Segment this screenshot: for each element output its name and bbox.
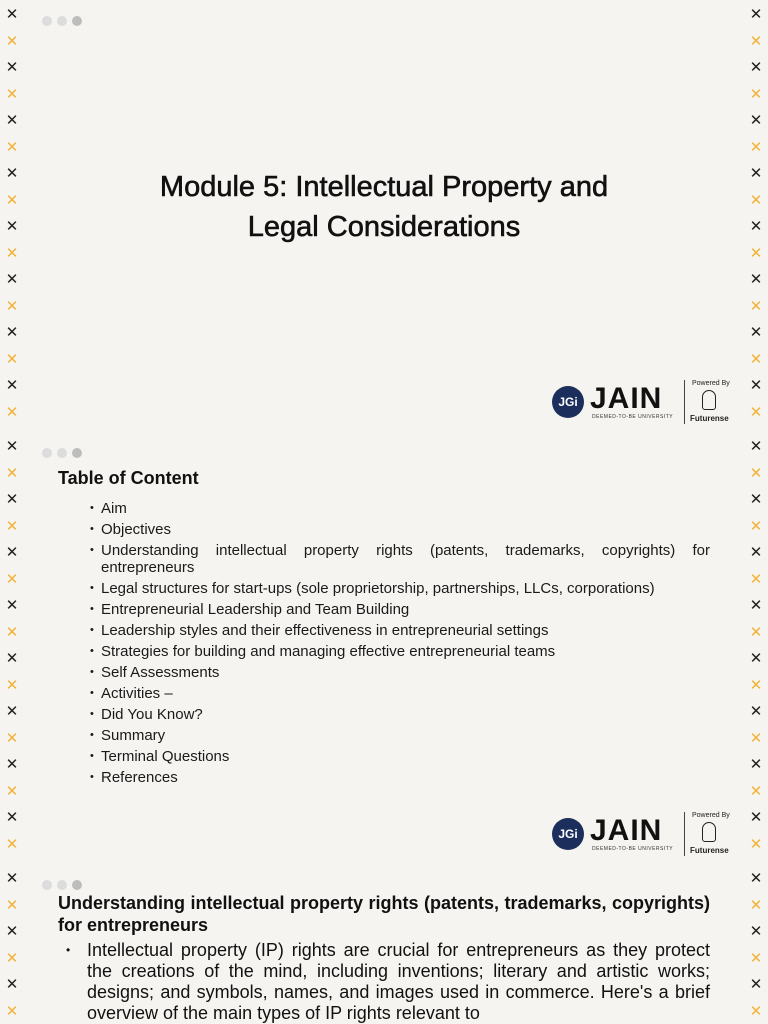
border-cross-mark: ✕ bbox=[749, 84, 763, 103]
border-cross-mark: ✕ bbox=[5, 217, 19, 235]
border-cross-mark: ✕ bbox=[5, 296, 19, 315]
lock-person-icon bbox=[702, 822, 716, 842]
window-dots bbox=[42, 16, 82, 26]
right-border-pattern bbox=[744, 432, 768, 864]
border-cross-mark: ✕ bbox=[5, 808, 19, 826]
border-cross-mark: ✕ bbox=[749, 490, 763, 508]
border-cross-mark: ✕ bbox=[5, 376, 19, 394]
toc-item: • Terminal Questions bbox=[90, 748, 710, 765]
border-cross-mark: ✕ bbox=[749, 781, 763, 800]
border-cross-mark: ✕ bbox=[749, 649, 763, 667]
border-cross-mark: ✕ bbox=[749, 376, 763, 394]
toc-item: • Did You Know? bbox=[90, 706, 710, 723]
toc-item: • Entrepreneurial Leadership and Team Building bbox=[90, 601, 710, 618]
border-cross-mark: ✕ bbox=[749, 402, 763, 421]
futurense-label: Futurense bbox=[690, 846, 729, 855]
border-cross-mark: ✕ bbox=[749, 111, 763, 129]
border-cross-mark: ✕ bbox=[5, 781, 19, 800]
border-cross-mark: ✕ bbox=[5, 834, 19, 853]
border-cross-mark: ✕ bbox=[5, 137, 19, 156]
border-cross-mark: ✕ bbox=[5, 164, 19, 182]
border-cross-mark: ✕ bbox=[5, 569, 19, 588]
toc-item: • Understanding intellectual property rights (patents, trademarks, copyrights) for entrepreneurs bbox=[90, 542, 710, 576]
border-cross-mark: ✕ bbox=[749, 948, 763, 967]
border-cross-mark: ✕ bbox=[749, 869, 763, 887]
jgi-emblem: JGi bbox=[552, 818, 584, 850]
logo-divider bbox=[684, 812, 685, 856]
border-cross-mark: ✕ bbox=[749, 895, 763, 914]
bullet-paragraph: • Intellectual property (IP) rights are crucial for entrepreneurs as they protect the creations of the mind, including inventions; literary and artistic works; designs; and symbols, names, and images used in commerce. Here's a brief overview of the main types of IP rights relevant to bbox=[58, 940, 710, 1024]
section-heading: Understanding intellectual property rights (patents, trademarks, copyrights) for entrepreneurs bbox=[58, 893, 710, 935]
module-title bbox=[60, 167, 708, 247]
border-cross-mark: ✕ bbox=[749, 728, 763, 747]
border-cross-mark: ✕ bbox=[749, 190, 763, 209]
border-cross-mark: ✕ bbox=[749, 463, 763, 482]
left-border-pattern bbox=[0, 0, 24, 432]
jain-logo bbox=[552, 378, 738, 426]
border-cross-mark: ✕ bbox=[749, 437, 763, 455]
border-cross-mark: ✕ bbox=[749, 596, 763, 614]
border-cross-mark: ✕ bbox=[5, 323, 19, 341]
border-cross-mark: ✕ bbox=[5, 84, 19, 103]
border-cross-mark: ✕ bbox=[749, 31, 763, 50]
border-cross-mark: ✕ bbox=[749, 834, 763, 853]
border-cross-mark: ✕ bbox=[5, 463, 19, 482]
border-cross-mark: ✕ bbox=[749, 543, 763, 561]
window-dots bbox=[42, 448, 82, 458]
border-cross-mark: ✕ bbox=[5, 270, 19, 288]
border-cross-mark: ✕ bbox=[749, 270, 763, 288]
border-cross-mark: ✕ bbox=[5, 649, 19, 667]
border-cross-mark: ✕ bbox=[5, 490, 19, 508]
left-border-pattern bbox=[0, 432, 24, 864]
border-cross-mark: ✕ bbox=[5, 975, 19, 993]
border-cross-mark: ✕ bbox=[5, 728, 19, 747]
border-cross-mark: ✕ bbox=[5, 1001, 19, 1020]
toc-item: • References bbox=[90, 769, 710, 786]
title-line-2: Legal Considerations bbox=[247, 211, 521, 244]
toc-item: • Activities – bbox=[90, 685, 710, 702]
toc-list bbox=[90, 500, 710, 790]
border-cross-mark: ✕ bbox=[5, 675, 19, 694]
border-cross-mark: ✕ bbox=[749, 349, 763, 368]
border-cross-mark: ✕ bbox=[5, 543, 19, 561]
right-border-pattern bbox=[744, 864, 768, 1024]
border-cross-mark: ✕ bbox=[5, 243, 19, 262]
jain-wordmark: JAIN bbox=[590, 814, 663, 847]
toc-item: • Self Assessments bbox=[90, 664, 710, 681]
logo-divider bbox=[684, 380, 685, 424]
title-line-1: Module 5: Intellectual Property and bbox=[159, 171, 609, 204]
border-cross-mark: ✕ bbox=[749, 296, 763, 315]
toc-item: • Leadership styles and their effectiveness in entrepreneurial settings bbox=[90, 622, 710, 639]
border-cross-mark: ✕ bbox=[5, 596, 19, 614]
border-cross-mark: ✕ bbox=[749, 569, 763, 588]
border-cross-mark: ✕ bbox=[749, 243, 763, 262]
futurense-label: Futurense bbox=[690, 414, 729, 423]
border-cross-mark: ✕ bbox=[749, 516, 763, 535]
border-cross-mark: ✕ bbox=[749, 5, 763, 23]
border-cross-mark: ✕ bbox=[749, 702, 763, 720]
border-cross-mark: ✕ bbox=[749, 137, 763, 156]
border-cross-mark: ✕ bbox=[5, 349, 19, 368]
toc-item: • Strategies for building and managing effective entrepreneurial teams bbox=[90, 643, 710, 660]
toc-item: • Aim bbox=[90, 500, 710, 517]
border-cross-mark: ✕ bbox=[749, 58, 763, 76]
ip-rights-slide bbox=[0, 864, 768, 1024]
border-cross-mark: ✕ bbox=[749, 217, 763, 235]
border-cross-mark: ✕ bbox=[5, 869, 19, 887]
border-cross-mark: ✕ bbox=[749, 622, 763, 641]
jain-tagline: DEEMED-TO-BE UNIVERSITY bbox=[592, 414, 674, 420]
toc-heading: Table of Content bbox=[58, 468, 199, 488]
border-cross-mark: ✕ bbox=[5, 702, 19, 720]
border-cross-mark: ✕ bbox=[5, 5, 19, 23]
border-cross-mark: ✕ bbox=[749, 1001, 763, 1020]
left-border-pattern bbox=[0, 864, 24, 1024]
border-cross-mark: ✕ bbox=[5, 895, 19, 914]
border-cross-mark: ✕ bbox=[749, 164, 763, 182]
powered-by-label: Powered By bbox=[692, 812, 730, 819]
border-cross-mark: ✕ bbox=[749, 808, 763, 826]
jain-logo bbox=[552, 810, 738, 858]
toc-item: • Legal structures for start-ups (sole proprietorship, partnerships, LLCs, corporations) bbox=[90, 580, 710, 597]
border-cross-mark: ✕ bbox=[5, 948, 19, 967]
powered-by-label: Powered By bbox=[692, 380, 730, 387]
lock-person-icon bbox=[702, 390, 716, 410]
toc-slide bbox=[0, 432, 768, 864]
border-cross-mark: ✕ bbox=[5, 402, 19, 421]
border-cross-mark: ✕ bbox=[5, 516, 19, 535]
border-cross-mark: ✕ bbox=[5, 111, 19, 129]
border-cross-mark: ✕ bbox=[749, 755, 763, 773]
title-slide bbox=[0, 0, 768, 432]
jain-tagline: DEEMED-TO-BE UNIVERSITY bbox=[592, 846, 674, 852]
border-cross-mark: ✕ bbox=[749, 675, 763, 694]
border-cross-mark: ✕ bbox=[749, 323, 763, 341]
border-cross-mark: ✕ bbox=[5, 922, 19, 940]
window-dots bbox=[42, 880, 82, 890]
border-cross-mark: ✕ bbox=[5, 58, 19, 76]
border-cross-mark: ✕ bbox=[5, 190, 19, 209]
right-border-pattern bbox=[744, 0, 768, 432]
border-cross-mark: ✕ bbox=[5, 31, 19, 50]
border-cross-mark: ✕ bbox=[5, 437, 19, 455]
border-cross-mark: ✕ bbox=[5, 755, 19, 773]
border-cross-mark: ✕ bbox=[749, 975, 763, 993]
border-cross-mark: ✕ bbox=[5, 622, 19, 641]
jgi-emblem: JGi bbox=[552, 386, 584, 418]
toc-item: • Objectives bbox=[90, 521, 710, 538]
toc-item: • Summary bbox=[90, 727, 710, 744]
border-cross-mark: ✕ bbox=[749, 922, 763, 940]
jain-wordmark: JAIN bbox=[590, 382, 663, 415]
